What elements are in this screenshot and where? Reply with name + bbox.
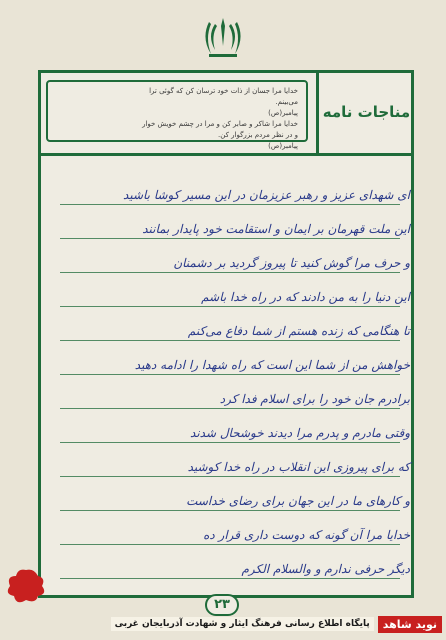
red-ink-blot-icon xyxy=(4,566,48,606)
ruled-line xyxy=(60,306,400,307)
prayer-attribution: پیامبر(ص) xyxy=(268,142,298,150)
ruled-line xyxy=(60,374,400,375)
iran-emblem-icon xyxy=(203,16,243,60)
credit-text: پایگاه اطلاع رسانی فرهنگ ایثار و شهادت آذربایجان غربی xyxy=(111,617,374,631)
header-box xyxy=(38,70,414,156)
source-credit xyxy=(111,612,442,636)
handwritten-line: و حرف مرا گوش کنید تا پیروز گردید بر دشمنان xyxy=(173,256,410,270)
ruled-line xyxy=(60,204,400,205)
prayer-line: خدایا مرا شاکر و صابر کن و مرا در چشم خویش خوار xyxy=(142,120,298,128)
ruled-line xyxy=(60,476,400,477)
ruled-line xyxy=(60,408,400,409)
ruled-line xyxy=(60,272,400,273)
prayer-line: خدایا مرا جسان از ذات خود ترسان کن که گوئی ترا xyxy=(149,87,298,95)
prayer-attribution: پیامبر(ص) xyxy=(268,109,298,117)
ruled-line xyxy=(60,340,400,341)
handwritten-line: دیگر حرفی ندارم و والسلام الکرم xyxy=(241,562,410,576)
ruled-line xyxy=(60,238,400,239)
ruled-line xyxy=(60,510,400,511)
handwritten-line: این ملت قهرمان بر ایمان و استقامت خود پایدار بمانند xyxy=(142,222,410,236)
handwritten-line: برادرم جان خود را برای اسلام فدا کرد xyxy=(219,392,410,406)
handwritten-line: و کارهای ما در این جهان برای رضای خداست xyxy=(186,494,410,508)
ruled-line xyxy=(60,442,400,443)
handwritten-line: این دنیا را به من دادند که در راه خدا باشم xyxy=(201,290,410,304)
handwritten-line: خدایا مرا آن گونه که دوست داری قرار ده xyxy=(203,528,410,542)
page-title: مناجات نامه xyxy=(322,102,411,121)
site-logo: نوید شاهد xyxy=(378,616,442,633)
prayer-line: و در نظر مردم بزرگوار کن. xyxy=(218,131,298,139)
title-panel xyxy=(316,70,414,153)
handwritten-line: تا هنگامی که زنده هستم از شما دفاع می‌کنم xyxy=(187,324,410,338)
handwritten-line: ای شهدای عزیز و رهبر عزیزمان در این مسیر کوشا باشید xyxy=(123,188,410,202)
ruled-line xyxy=(60,544,400,545)
ruled-line xyxy=(60,578,400,579)
page-number: ۲۳ xyxy=(205,594,239,616)
handwritten-line: وقتی مادرم و پدرم مرا دیدند خوشحال شدند xyxy=(190,426,410,440)
handwritten-line: که برای پیروزی این انقلاب در راه خدا کوشید xyxy=(187,460,410,474)
prayer-line: می‌بینم. xyxy=(275,98,298,106)
prayer-box xyxy=(46,80,308,150)
handwritten-line: خواهش من از شما این است که راه شهدا را ادامه دهید xyxy=(134,358,410,372)
